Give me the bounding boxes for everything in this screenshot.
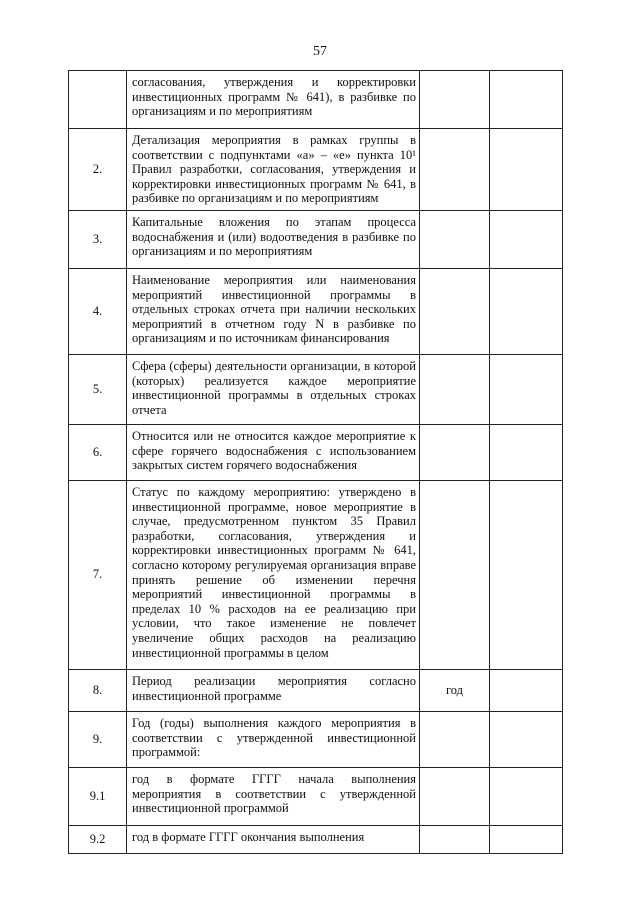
row-number: 2. bbox=[69, 129, 127, 211]
row-unit bbox=[420, 71, 490, 129]
row-unit bbox=[420, 711, 490, 767]
row-number bbox=[69, 71, 127, 129]
table-row bbox=[69, 767, 563, 825]
row-value bbox=[490, 669, 563, 711]
row-description: Наименование мероприятия или наименования мероприятий инвестиционной программы в отдельных строках отчета при наличии нескольких мероприятий в отчетном году N в разбивке по организациям и по источникам финансирования bbox=[127, 268, 420, 354]
row-unit bbox=[420, 480, 490, 669]
row-value bbox=[490, 129, 563, 211]
row-unit bbox=[420, 767, 490, 825]
row-number: 9. bbox=[69, 711, 127, 767]
row-description: Год (годы) выполнения каждого мероприятия в соответствии с утвержденной инвестиционной программой: bbox=[127, 711, 420, 767]
row-unit bbox=[420, 129, 490, 211]
report-table bbox=[68, 70, 563, 854]
page-number: 57 bbox=[313, 44, 327, 59]
table-row bbox=[69, 669, 563, 711]
row-value bbox=[490, 711, 563, 767]
row-number: 6. bbox=[69, 424, 127, 480]
row-value bbox=[490, 71, 563, 129]
table-row bbox=[69, 210, 563, 268]
row-value bbox=[490, 268, 563, 354]
row-description: год в формате ГГГГ начала выполнения мероприятия в соответствии с утвержденной инвестиционной программой bbox=[127, 767, 420, 825]
row-unit bbox=[420, 825, 490, 853]
row-value bbox=[490, 767, 563, 825]
row-number: 4. bbox=[69, 268, 127, 354]
row-number: 9.1 bbox=[69, 767, 127, 825]
row-value bbox=[490, 424, 563, 480]
row-description: согласования, утверждения и корректировки инвестиционных программ № 641), в разбивке по организациям и по мероприятиям bbox=[127, 71, 420, 129]
row-description: Статус по каждому мероприятию: утверждено в инвестиционной программе, новое мероприятие в случае, предусмотренном пунктом 35 Правил разработки, согласования, утверждения и корректировки инвестиционных программ № 641, согласно которому регулируемая организация вправе принять решение об изменении перечня мероприятий инвестиционной программы в пределах 10 % расходов на ее реализацию при условии, что такое изменение не повлечет увеличение общих расходов на реализацию инвестиционной программы в целом bbox=[127, 480, 420, 669]
table-row bbox=[69, 711, 563, 767]
row-number: 7. bbox=[69, 480, 127, 669]
row-description: Детализация мероприятия в рамках группы в соответствии с подпунктами «а» – «е» пункта 10¹ Правил разработки, согласования, утверждения и корректировки инвестиционных программ № 641, в разбивке по организациям и по мероприятиям bbox=[127, 129, 420, 211]
row-number: 8. bbox=[69, 669, 127, 711]
row-value bbox=[490, 210, 563, 268]
row-description: Сфера (сферы) деятельности организации, в которой (которых) реализуется каждое мероприятие инвестиционной программы в отдельных строках отчета bbox=[127, 354, 420, 424]
row-unit bbox=[420, 354, 490, 424]
row-unit bbox=[420, 424, 490, 480]
row-unit bbox=[420, 268, 490, 354]
row-unit bbox=[420, 210, 490, 268]
table-row bbox=[69, 825, 563, 853]
table-row bbox=[69, 268, 563, 354]
row-description: Период реализации мероприятия согласно инвестиционной программе bbox=[127, 669, 420, 711]
row-number: 3. bbox=[69, 210, 127, 268]
table-row bbox=[69, 480, 563, 669]
row-description: год в формате ГГГГ окончания выполнения bbox=[127, 825, 420, 853]
table-row bbox=[69, 129, 563, 211]
row-number: 9.2 bbox=[69, 825, 127, 853]
row-number: 5. bbox=[69, 354, 127, 424]
table-row bbox=[69, 424, 563, 480]
row-unit: год bbox=[420, 669, 490, 711]
row-description: Капитальные вложения по этапам процесса водоснабжения и (или) водоотведения в разбивке по организациям и по мероприятиям bbox=[127, 210, 420, 268]
row-value bbox=[490, 480, 563, 669]
table-row bbox=[69, 71, 563, 129]
row-value bbox=[490, 354, 563, 424]
row-description: Относится или не относится каждое мероприятие к сфере горячего водоснабжения с использованием закрытых систем горячего водоснабжения bbox=[127, 424, 420, 480]
row-value bbox=[490, 825, 563, 853]
table-row bbox=[69, 354, 563, 424]
